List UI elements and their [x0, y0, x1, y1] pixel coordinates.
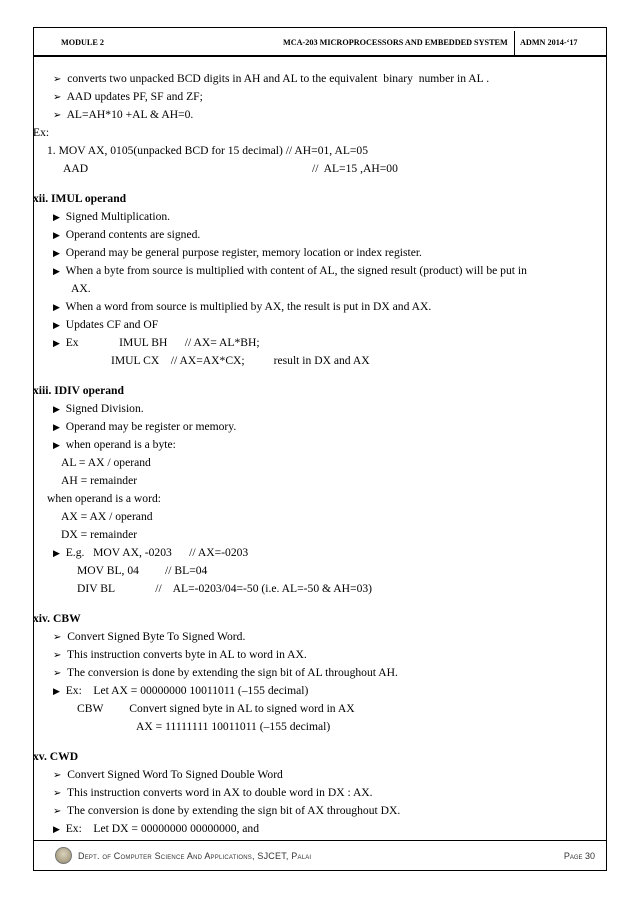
- footer-page-number: Page 30: [563, 851, 595, 861]
- section-heading: xv. CWD: [33, 750, 79, 763]
- header-title: MCA-203 MICROPROCESSORS AND EMBEDDED SYSTEM: [283, 38, 508, 47]
- arrow-bullet-icon: ➢: [53, 92, 62, 103]
- list-item: ➢ converts two unpacked BCD digits in AH and AL to the equivalent binary number in AL .: [53, 72, 490, 85]
- arrow-bullet-icon: ➢: [53, 668, 62, 679]
- list-item: ▶ Operand contents are signed.: [53, 228, 201, 241]
- triangle-bullet-icon: ▶: [53, 441, 60, 451]
- text-line: when operand is a word:: [47, 492, 161, 505]
- section-heading: xiii. IDIV operand: [33, 384, 124, 397]
- college-logo-icon: [55, 847, 72, 864]
- triangle-bullet-icon: ▶: [53, 231, 60, 241]
- triangle-bullet-icon: ▶: [53, 825, 60, 835]
- triangle-bullet-icon: ▶: [53, 249, 60, 259]
- list-item: ▶ E.g. MOV AX, -0203 // AX=-0203: [53, 546, 249, 559]
- triangle-bullet-icon: ▶: [53, 687, 60, 697]
- header-divider: [514, 31, 515, 55]
- page-header: [33, 27, 607, 57]
- list-item: ▶ Ex: Let DX = 00000000 00000000, and: [53, 822, 260, 835]
- list-item: ▶ Signed Multiplication.: [53, 210, 171, 223]
- list-item: ▶ Updates CF and OF: [53, 318, 159, 331]
- triangle-bullet-icon: ▶: [53, 303, 60, 313]
- list-item: ➢ This instruction converts word in AX to double word in DX : AX.: [53, 786, 373, 799]
- text-line: AX.: [71, 282, 91, 295]
- triangle-bullet-icon: ▶: [53, 321, 60, 331]
- arrow-bullet-icon: ➢: [53, 770, 62, 781]
- list-item: ➢ Convert Signed Byte To Signed Word.: [53, 630, 246, 643]
- list-item: ▶ Operand may be register or memory.: [53, 420, 237, 433]
- list-item: ➢ Convert Signed Word To Signed Double Word: [53, 768, 283, 781]
- text-line: AX = 11111111 10011011 (–155 decimal): [136, 720, 331, 733]
- header-module: MODULE 2: [61, 38, 104, 47]
- text-line: AX = AX / operand: [61, 510, 153, 523]
- list-item: ➢ The conversion is done by extending the sign bit of AX throughout DX.: [53, 804, 401, 817]
- triangle-bullet-icon: ▶: [53, 213, 60, 223]
- text-line: DX = remainder: [61, 528, 138, 541]
- text-line: IMUL CX // AX=AX*CX; result in DX and AX: [111, 354, 370, 367]
- triangle-bullet-icon: ▶: [53, 549, 60, 559]
- arrow-bullet-icon: ➢: [53, 74, 62, 85]
- list-item: ➢ The conversion is done by extending the sign bit of AL throughout AH.: [53, 666, 398, 679]
- list-item: ▶ When a byte from source is multiplied with content of AL, the signed result (product) will be put in: [53, 264, 527, 277]
- list-item: ➢ AAD updates PF, SF and ZF;: [53, 90, 203, 103]
- text-line: AH = remainder: [61, 474, 138, 487]
- list-item: ▶ Ex IMUL BH // AX= AL*BH;: [53, 336, 260, 349]
- footer-dept: Dept. of Computer Science And Applications, SJCET, Palai: [78, 851, 312, 861]
- text-line: 1. MOV AX, 0105(unpacked BCD for 15 decimal) // AH=01, AL=05: [47, 144, 369, 157]
- page-footer: [33, 840, 607, 871]
- arrow-bullet-icon: ➢: [53, 650, 62, 661]
- list-item: ➢ This instruction converts byte in AL to word in AX.: [53, 648, 307, 661]
- list-item: ▶ when operand is a byte:: [53, 438, 176, 451]
- arrow-bullet-icon: ➢: [53, 788, 62, 799]
- section-heading: xiv. CBW: [33, 612, 81, 625]
- arrow-bullet-icon: ➢: [53, 110, 62, 121]
- list-item: ▶ Operand may be general purpose register, memory location or index register.: [53, 246, 422, 259]
- section-heading: xii. IMUL operand: [33, 192, 127, 205]
- text-line: // AL=15 ,AH=00: [312, 162, 398, 175]
- arrow-bullet-icon: ➢: [53, 632, 62, 643]
- triangle-bullet-icon: ▶: [53, 423, 60, 433]
- text-line: DIV BL // AL=-0203/04=-50 (i.e. AL=-50 & AH=03): [77, 582, 373, 595]
- text-line: AAD: [63, 162, 89, 175]
- text-line: AL = AX / operand: [61, 456, 151, 469]
- triangle-bullet-icon: ▶: [53, 267, 60, 277]
- triangle-bullet-icon: ▶: [53, 339, 60, 349]
- arrow-bullet-icon: ➢: [53, 806, 62, 817]
- text-line: Ex:: [33, 126, 50, 139]
- list-item: ▶ Ex: Let AX = 00000000 10011011 (–155 decimal): [53, 684, 309, 697]
- text-line: MOV BL, 04 // BL=04: [77, 564, 208, 577]
- text-line: CBW Convert signed byte in AL to signed word in AX: [77, 702, 355, 715]
- list-item: ➢ AL=AH*10 +AL & AH=0.: [53, 108, 194, 121]
- list-item: ▶ When a word from source is multiplied by AX, the result is put in DX and AX.: [53, 300, 432, 313]
- list-item: ▶ Signed Division.: [53, 402, 144, 415]
- header-admn: ADMN 2014-‘17: [520, 38, 578, 47]
- triangle-bullet-icon: ▶: [53, 405, 60, 415]
